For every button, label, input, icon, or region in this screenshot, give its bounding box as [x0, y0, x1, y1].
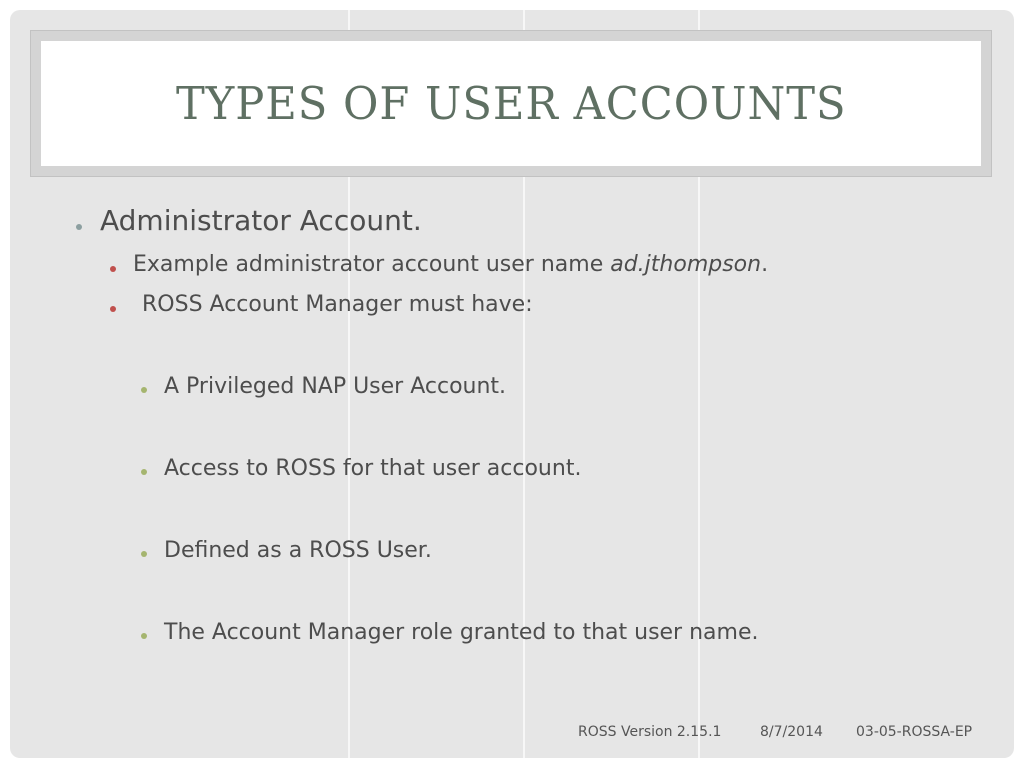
bullet-manager-heading: ROSS Account Manager must have:	[142, 292, 533, 317]
bullet-dot-icon	[76, 224, 82, 230]
example-username: ad.jthompson	[610, 252, 762, 277]
requirement-item: Defined as a ROSS User.	[164, 538, 432, 563]
title-frame	[30, 30, 992, 177]
footer-code: 03-05-ROSSA-EP	[856, 724, 973, 740]
requirement-item: Access to ROSS for that user account.	[164, 456, 582, 481]
footer-date: 8/7/2014	[760, 724, 823, 740]
requirement-item: A Privileged NAP User Account.	[164, 374, 507, 399]
slide	[10, 10, 1014, 758]
title-box	[41, 41, 981, 166]
bullet-dot-icon	[141, 387, 147, 393]
bullet-dot-icon	[141, 551, 147, 557]
bullet-dot-icon	[141, 633, 147, 639]
requirement-item: The Account Manager role granted to that user name.	[164, 620, 759, 645]
bullet-administrator-account: Administrator Account.	[100, 204, 422, 237]
bullet-dot-icon	[141, 469, 147, 475]
bullet-dot-icon	[110, 306, 116, 312]
example-text: Example administrator account user name	[133, 252, 611, 277]
slide-title: TYPES OF USER ACCOUNTS	[175, 77, 847, 130]
example-period: .	[761, 252, 769, 277]
bullet-dot-icon	[110, 266, 116, 272]
footer-version: ROSS Version 2.15.1	[578, 724, 722, 740]
bullet-example-account	[133, 252, 768, 277]
